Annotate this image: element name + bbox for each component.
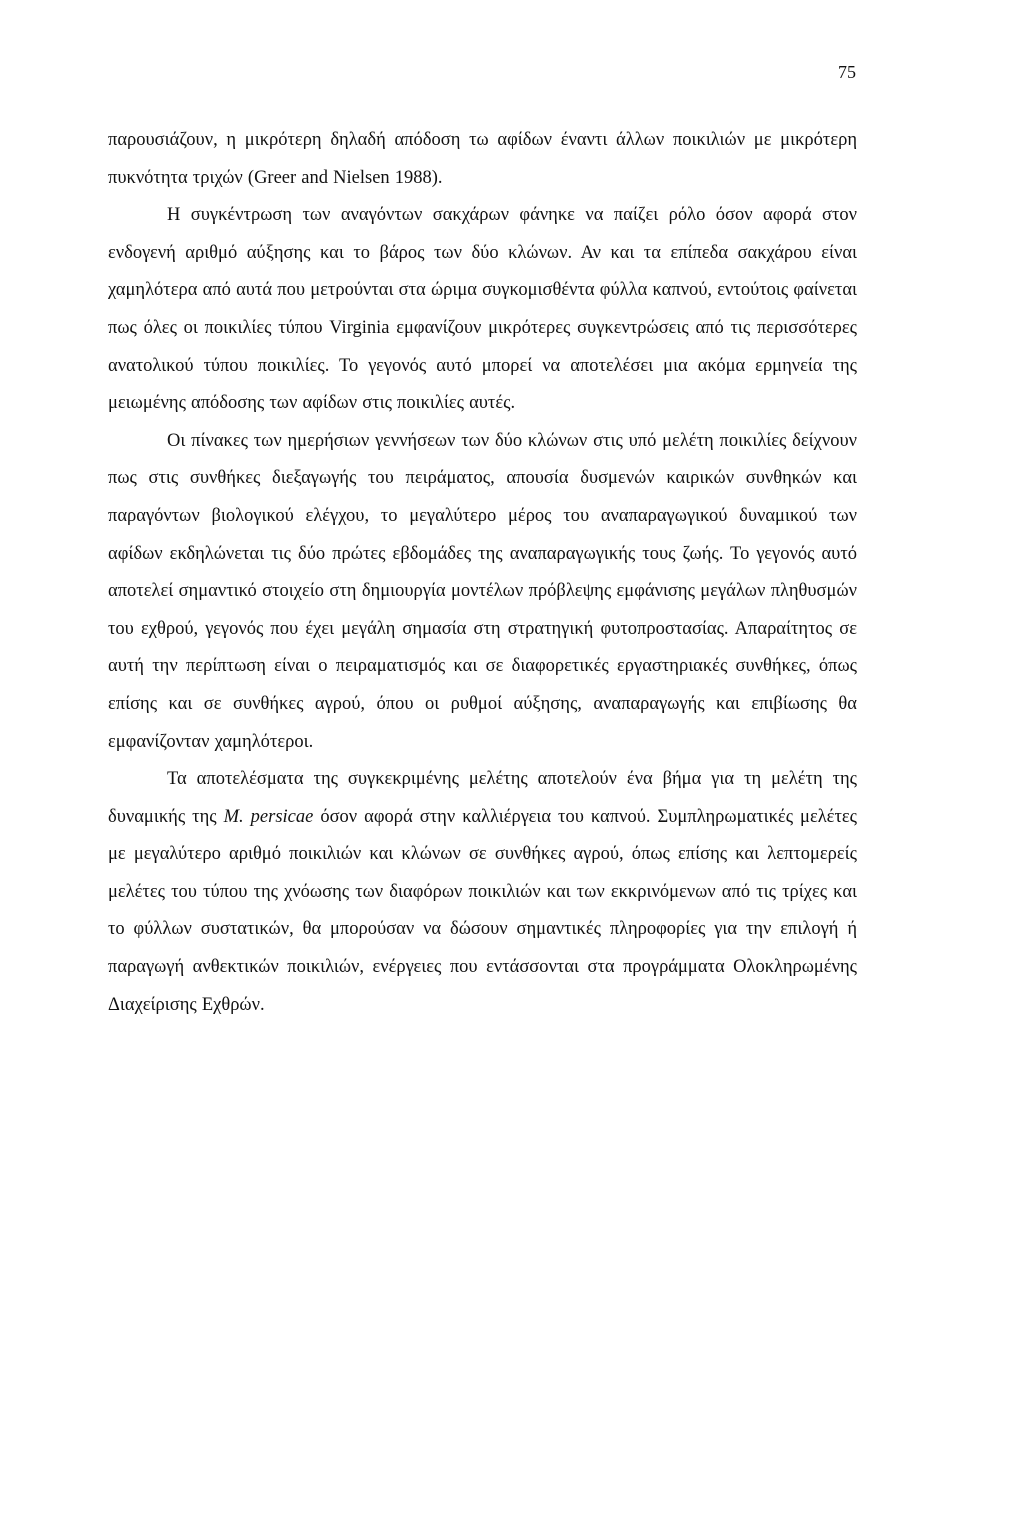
- paragraph-3-text: Οι πίνακες των ημερήσιων γεννήσεων των δύο κλώνων στις υπό μελέτη ποικιλίες δείχνουν πως στις συνθήκες διεξαγωγής του πειράματος, απουσία δυσμενών καιρικών συνθηκών και παραγόντων βιολογικού ελέγχου, το μεγαλύτερο μέρος του αναπαραγωγικού δυναμικού των αφίδων εκδηλώνεται τις δύο πρώτες εβδομάδες της αναπαραγωγικής τους ζωής. Το γεγονός αυτό αποτελεί σημαντικό στοιχείο στη δημιουργία μοντέλων πρόβλεψης εμφάνισης μεγάλων πληθυσμών του εχθρού, γεγονός που έχει μεγάλη σημασία στη στρατηγική φυτοπροστασίας. Απαραίτητος σε αυτή την περίπτωση είναι ο πειραματισμός και σε διαφορετικές εργαστηριακές συνθήκες, όπως επίσης και σε συνθήκες αγρού, όπου οι ρυθμοί αύξησης, αναπαραγωγής και επιβίωσης θα εμφανίζονταν χαμηλότεροι.: [108, 430, 857, 752]
- species-name: M. persicae: [223, 806, 314, 827]
- paragraph-4: [108, 761, 857, 1024]
- paragraph-2-text: Η συγκέντρωση των αναγόντων σακχάρων φάνηκε να παίζει ρόλο όσον αφορά στον ενδογενή αριθμό αύξησης και το βάρος των δύο κλώνων. Αν και τα επίπεδα σακχάρου είναι χαμηλότερα από αυτά που μετρούνται στα ώριμα συγκομισθέντα φύλλα καπνού, εντούτοις φαίνεται πως όλες οι ποικιλίες τύπου Virginia εμφανίζουν μικρότερες συγκεντρώσεις από τις περισσότερες ανατολικού τύπου ποικιλίες. Το γεγονός αυτό μπορεί να αποτελέσει μια ακόμα ερμηνεία της μειωμένης απόδοσης των αφίδων στις ποικιλίες αυτές.: [108, 205, 857, 414]
- document-body: [108, 122, 857, 1024]
- paragraph-4-text-start: Τα αποτελέσματα της συγκεκριμένης μελέτης αποτελούν ένα βήμα για τη μελέτη της δυναμικής της: [108, 769, 857, 827]
- paragraph-4-text-end: όσον αφορά στην καλλιέργεια του καπνού. Συμπληρωματικές μελέτες με μεγαλύτερο αριθμό ποικιλιών και κλώνων σε συνθήκες αγρού, όπως επίσης και λεπτομερείς μελέτες του τύπου της χνόωσης των διαφόρων ποικιλιών και των εκκρινόμενων από τις τρίχες και το φύλλων συστατικών, θα μπορούσαν να δώσουν σημαντικές πληροφορίες για την επιλογή ή παραγωγή ανθεκτικών ποικιλιών, ενέργειες που εντάσσονται στα προγράμματα Ολοκληρωμένης Διαχείρισης Εχθρών.: [108, 806, 857, 1015]
- paragraph-1-text: παρουσιάζουν, η μικρότερη δηλαδή απόδοση τω αφίδων έναντι άλλων ποικιλιών με μικρότερη πυκνότητα τριχών (Greer and Nielsen 1988).: [108, 130, 857, 188]
- paragraph-3: [108, 423, 857, 761]
- paragraph-1: [108, 122, 857, 197]
- paragraph-2: [108, 197, 857, 423]
- page-number: 75: [838, 62, 856, 82]
